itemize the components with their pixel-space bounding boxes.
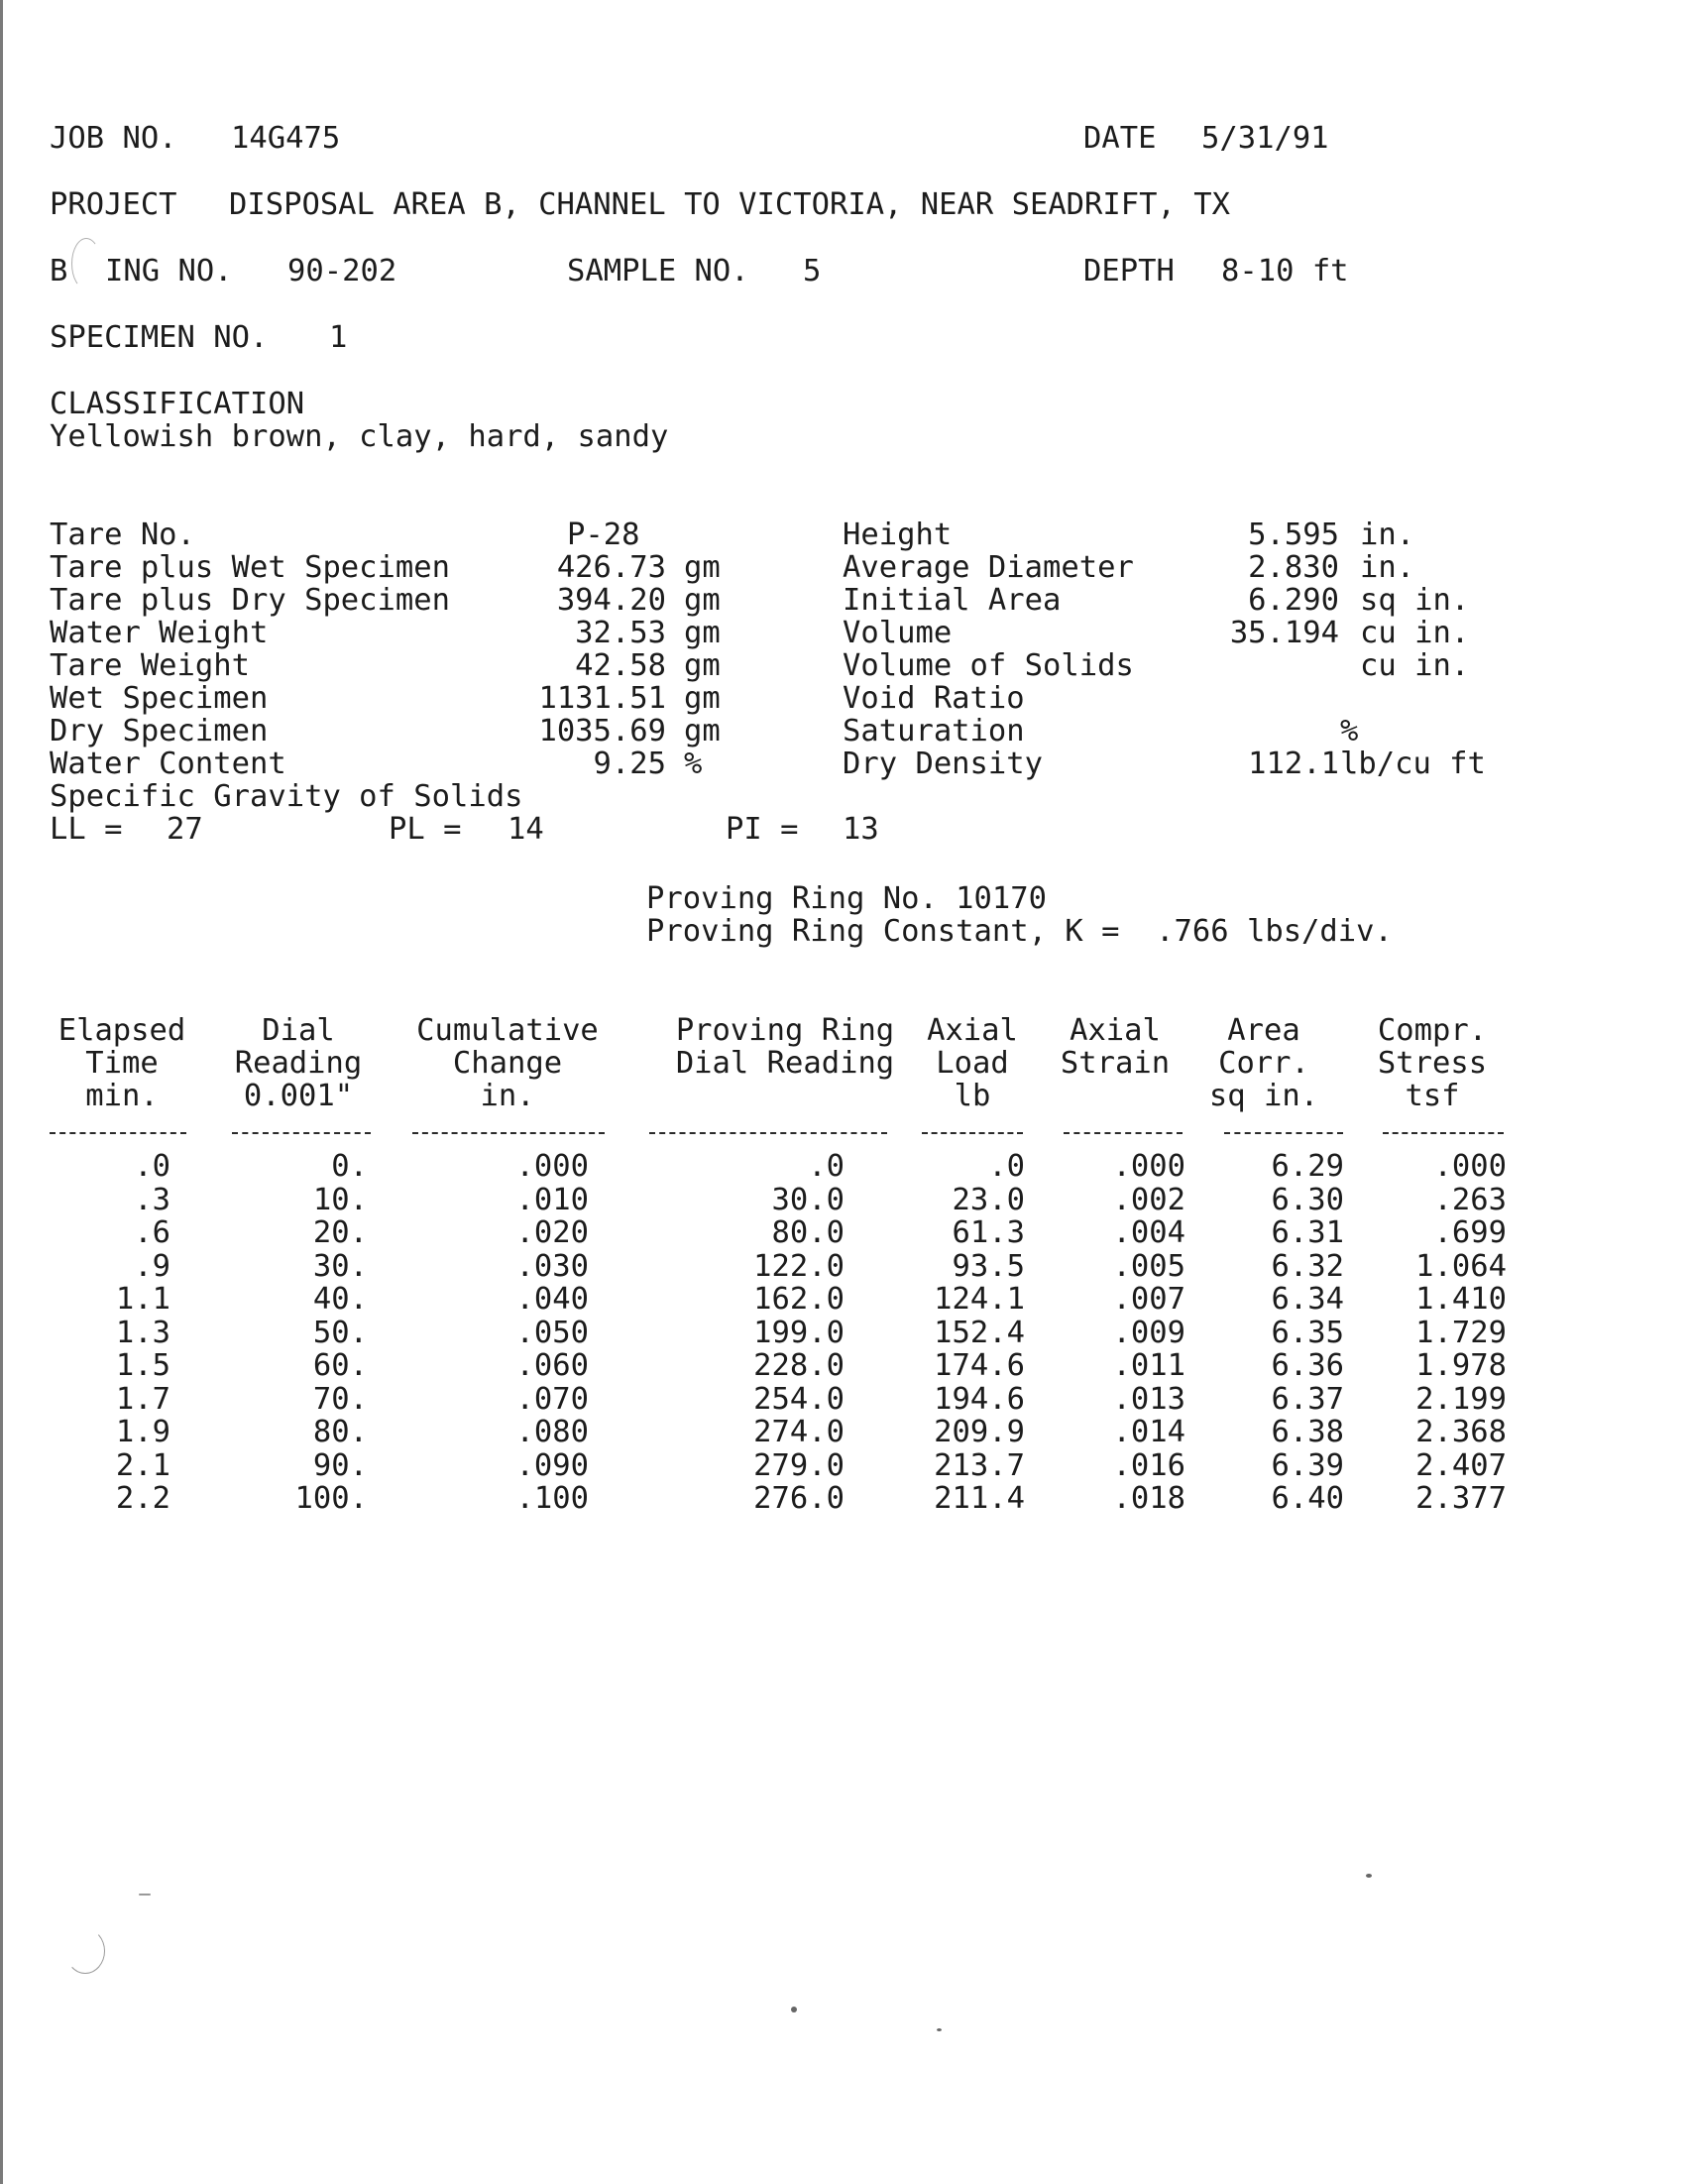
specimen-label: SPECIMEN NO. — [50, 320, 269, 355]
tare-wet-unit: gm — [684, 550, 721, 585]
header-underline — [50, 1132, 186, 1134]
project-label: PROJECT — [50, 187, 177, 222]
cell-axial-load: 174.6 — [934, 1348, 1025, 1383]
cell-proving-ring-dial-reading: 274.0 — [753, 1415, 845, 1449]
cell-proving-ring-dial-reading: 80.0 — [771, 1215, 845, 1250]
column-header-proving-ring-dial-reading: Dial Reading — [675, 1046, 895, 1081]
volume-solids-label: Volume of Solids — [843, 648, 1134, 683]
sample-label: SAMPLE NO. — [567, 254, 749, 288]
cell-axial-load: 124.1 — [934, 1282, 1025, 1317]
cell-dial-reading: 0. — [331, 1149, 368, 1184]
cell-elapsed-time: 1.5 — [115, 1348, 170, 1383]
cell-compr-stress: .699 — [1433, 1215, 1507, 1250]
initial-area-label: Initial Area — [843, 583, 1062, 618]
ll-value: 27 — [167, 812, 203, 847]
header-underline — [412, 1132, 605, 1134]
cell-axial-load: .0 — [988, 1149, 1025, 1184]
cell-axial-load: 23.0 — [952, 1182, 1025, 1217]
column-header-cumulative-change: in. — [480, 1079, 535, 1113]
tare-dry-label: Tare plus Dry Specimen — [50, 583, 450, 618]
saturation-unit: % — [1340, 714, 1359, 748]
cell-area-corr: 6.34 — [1271, 1282, 1344, 1317]
cell-axial-strain: .007 — [1112, 1282, 1185, 1317]
cell-cumulative-change: .020 — [515, 1215, 589, 1250]
column-header-axial-load: lb — [954, 1079, 991, 1113]
cell-proving-ring-dial-reading: 228.0 — [753, 1348, 845, 1383]
cell-axial-load: 194.6 — [934, 1381, 1025, 1417]
header-underline — [232, 1132, 371, 1134]
boring-label-start: B — [50, 254, 68, 288]
cell-elapsed-time: 1.3 — [115, 1315, 170, 1350]
pi-label: PI = — [726, 812, 799, 847]
cell-axial-load: 211.4 — [934, 1481, 1025, 1516]
volume-unit: cu in. — [1360, 616, 1470, 650]
column-header-area-corr: Corr. — [1218, 1046, 1309, 1081]
saturation-label: Saturation — [843, 714, 1025, 748]
ll-label: LL = — [50, 812, 123, 847]
header-underline — [1064, 1132, 1183, 1134]
column-header-area-corr: Area — [1227, 1013, 1300, 1048]
cell-elapsed-time: 1.9 — [115, 1415, 170, 1449]
tare-wet-label: Tare plus Wet Specimen — [50, 550, 450, 585]
cell-axial-strain: .011 — [1112, 1348, 1185, 1383]
pi-value: 13 — [843, 812, 879, 847]
initial-area-unit: sq in. — [1360, 583, 1470, 618]
date-value: 5/31/91 — [1201, 121, 1329, 156]
header-underline — [649, 1132, 887, 1134]
cell-cumulative-change: .030 — [515, 1248, 589, 1284]
specimen-number: 1 — [329, 320, 348, 355]
punch-hole-mark — [71, 238, 101, 289]
cell-compr-stress: 2.407 — [1415, 1447, 1507, 1483]
specific-gravity-label: Specific Gravity of Solids — [50, 779, 523, 814]
header-underline — [922, 1132, 1023, 1134]
cell-compr-stress: 1.064 — [1415, 1248, 1507, 1284]
cell-proving-ring-dial-reading: 162.0 — [753, 1282, 845, 1317]
water-content-label: Water Content — [50, 747, 286, 781]
tare-weight-unit: gm — [684, 648, 721, 683]
column-header-elapsed-time: min. — [85, 1079, 159, 1113]
height-value: 5.595 — [1248, 517, 1339, 552]
cell-elapsed-time: .0 — [134, 1149, 170, 1184]
cell-dial-reading: 30. — [312, 1248, 368, 1284]
cell-compr-stress: .263 — [1433, 1182, 1507, 1217]
cell-compr-stress: 1.978 — [1415, 1348, 1507, 1383]
cell-axial-strain: .016 — [1112, 1447, 1185, 1483]
boring-number: 90-202 — [287, 254, 397, 288]
column-header-compr-stress: Stress — [1377, 1046, 1488, 1081]
void-ratio-label: Void Ratio — [843, 681, 1025, 716]
tare-weight-label: Tare Weight — [50, 648, 250, 683]
cell-area-corr: 6.29 — [1271, 1149, 1344, 1184]
column-header-dial-reading: Dial — [262, 1013, 335, 1048]
cell-cumulative-change: .060 — [515, 1348, 589, 1383]
cell-axial-strain: .013 — [1112, 1381, 1185, 1417]
cell-axial-strain: .002 — [1112, 1182, 1185, 1217]
cell-dial-reading: 20. — [312, 1215, 368, 1250]
cell-area-corr: 6.37 — [1271, 1381, 1344, 1417]
classification-value: Yellowish brown, clay, hard, sandy — [50, 419, 669, 454]
cell-dial-reading: 40. — [312, 1282, 368, 1317]
tare-dry-value: 394.20 — [556, 583, 666, 618]
column-header-cumulative-change: Change — [452, 1046, 563, 1081]
cell-axial-strain: .005 — [1112, 1248, 1185, 1284]
depth-value: 8-10 ft — [1221, 254, 1349, 288]
dry-specimen-label: Dry Specimen — [50, 714, 269, 748]
avg-diameter-label: Average Diameter — [843, 550, 1134, 585]
cell-proving-ring-dial-reading: .0 — [808, 1149, 845, 1184]
column-header-cumulative-change: Cumulative — [416, 1013, 599, 1048]
scan-speck — [1366, 1874, 1372, 1878]
avg-diameter-value: 2.830 — [1248, 550, 1339, 585]
scan-speck — [937, 2028, 942, 2031]
column-header-dial-reading: Reading — [234, 1046, 363, 1081]
water-weight-label: Water Weight — [50, 616, 269, 650]
cell-axial-strain: .004 — [1112, 1215, 1185, 1250]
volume-value: 35.194 — [1229, 616, 1339, 650]
cell-axial-load: 213.7 — [934, 1447, 1025, 1483]
column-header-compr-stress: tsf — [1405, 1079, 1460, 1113]
cell-area-corr: 6.31 — [1271, 1215, 1344, 1250]
job-number: 14G475 — [231, 121, 341, 156]
column-header-elapsed-time: Time — [85, 1046, 159, 1081]
cell-dial-reading: 10. — [312, 1182, 368, 1217]
cell-axial-strain: .018 — [1112, 1481, 1185, 1516]
cell-axial-load: 209.9 — [934, 1415, 1025, 1449]
cell-proving-ring-dial-reading: 276.0 — [753, 1481, 845, 1516]
depth-label: DEPTH — [1083, 254, 1175, 288]
tare-wet-value: 426.73 — [556, 550, 666, 585]
cell-cumulative-change: .080 — [515, 1415, 589, 1449]
cell-axial-load: 61.3 — [952, 1215, 1025, 1250]
dry-density-unit: lb/cu ft — [1340, 747, 1486, 781]
proving-ring-constant: Proving Ring Constant, K = .766 lbs/div. — [646, 914, 1393, 949]
cell-axial-strain: .000 — [1112, 1149, 1185, 1184]
cell-area-corr: 6.35 — [1271, 1315, 1344, 1350]
column-header-compr-stress: Compr. — [1377, 1013, 1488, 1048]
cell-proving-ring-dial-reading: 254.0 — [753, 1381, 845, 1417]
boring-label-end: ING NO. — [105, 254, 233, 288]
water-weight-unit: gm — [684, 616, 721, 650]
cell-compr-stress: .000 — [1433, 1149, 1507, 1184]
cell-cumulative-change: .040 — [515, 1282, 589, 1317]
dry-specimen-value: 1035.69 — [538, 714, 666, 748]
water-content-value: 9.25 — [593, 747, 666, 781]
job-label: JOB NO. — [50, 121, 177, 156]
tare-no-label: Tare No. — [50, 517, 195, 552]
cell-cumulative-change: .090 — [515, 1447, 589, 1483]
tare-no-value: P-28 — [567, 517, 640, 552]
punch-hole-mark — [65, 1928, 105, 1974]
cell-cumulative-change: .000 — [515, 1149, 589, 1184]
height-label: Height — [843, 517, 953, 552]
cell-proving-ring-dial-reading: 122.0 — [753, 1248, 845, 1284]
cell-proving-ring-dial-reading: 30.0 — [771, 1182, 845, 1217]
cell-axial-strain: .014 — [1112, 1415, 1185, 1449]
header-underline — [1224, 1132, 1343, 1134]
dry-density-value: 112.1 — [1248, 747, 1339, 781]
cell-area-corr: 6.32 — [1271, 1248, 1344, 1284]
cell-elapsed-time: 1.1 — [115, 1282, 170, 1317]
project-value: DISPOSAL AREA B, CHANNEL TO VICTORIA, NEAR SEADRIFT, TX — [229, 187, 1230, 222]
cell-elapsed-time: 1.7 — [115, 1381, 170, 1417]
cell-area-corr: 6.39 — [1271, 1447, 1344, 1483]
column-header-area-corr: sq in. — [1208, 1079, 1319, 1113]
cell-compr-stress: 2.377 — [1415, 1481, 1507, 1516]
header-underline — [1383, 1132, 1504, 1134]
cell-dial-reading: 60. — [312, 1348, 368, 1383]
pl-value: 14 — [507, 812, 544, 847]
cell-area-corr: 6.40 — [1271, 1481, 1344, 1516]
dry-specimen-unit: gm — [684, 714, 721, 748]
tare-dry-unit: gm — [684, 583, 721, 618]
initial-area-value: 6.290 — [1248, 583, 1339, 618]
cell-dial-reading: 90. — [312, 1447, 368, 1483]
tare-weight-value: 42.58 — [575, 648, 666, 683]
cell-compr-stress: 2.199 — [1415, 1381, 1507, 1417]
sample-number: 5 — [803, 254, 822, 288]
cell-proving-ring-dial-reading: 279.0 — [753, 1447, 845, 1483]
wet-specimen-value: 1131.51 — [538, 681, 666, 716]
cell-cumulative-change: .070 — [515, 1381, 589, 1417]
cell-cumulative-change: .010 — [515, 1182, 589, 1217]
scan-speck — [139, 1894, 151, 1896]
height-unit: in. — [1360, 517, 1415, 552]
cell-dial-reading: 80. — [312, 1415, 368, 1449]
volume-label: Volume — [843, 616, 953, 650]
wet-specimen-unit: gm — [684, 681, 721, 716]
cell-axial-load: 93.5 — [952, 1248, 1025, 1284]
cell-area-corr: 6.38 — [1271, 1415, 1344, 1449]
volume-solids-unit: cu in. — [1360, 648, 1470, 683]
cell-cumulative-change: .100 — [515, 1481, 589, 1516]
water-weight-value: 32.53 — [575, 616, 666, 650]
proving-ring-number: Proving Ring No. 10170 — [646, 881, 1047, 916]
cell-area-corr: 6.36 — [1271, 1348, 1344, 1383]
cell-dial-reading: 70. — [312, 1381, 368, 1417]
classification-label: CLASSIFICATION — [50, 387, 305, 421]
wet-specimen-label: Wet Specimen — [50, 681, 269, 716]
cell-elapsed-time: 2.2 — [115, 1481, 170, 1516]
column-header-axial-load: Axial — [927, 1013, 1018, 1048]
cell-compr-stress: 1.410 — [1415, 1282, 1507, 1317]
cell-compr-stress: 1.729 — [1415, 1315, 1507, 1350]
column-header-axial-strain: Strain — [1060, 1046, 1171, 1081]
cell-compr-stress: 2.368 — [1415, 1415, 1507, 1449]
cell-area-corr: 6.30 — [1271, 1182, 1344, 1217]
pl-label: PL = — [389, 812, 462, 847]
cell-axial-strain: .009 — [1112, 1315, 1185, 1350]
cell-dial-reading: 50. — [312, 1315, 368, 1350]
date-label: DATE — [1083, 121, 1157, 156]
cell-elapsed-time: .9 — [134, 1248, 170, 1284]
cell-cumulative-change: .050 — [515, 1315, 589, 1350]
column-header-elapsed-time: Elapsed — [57, 1013, 186, 1048]
scan-speck — [791, 2007, 797, 2012]
column-header-axial-load: Load — [936, 1046, 1009, 1081]
column-header-axial-strain: Axial — [1070, 1013, 1161, 1048]
cell-elapsed-time: .3 — [134, 1182, 170, 1217]
column-header-proving-ring-dial-reading: Proving Ring — [675, 1013, 895, 1048]
cell-proving-ring-dial-reading: 199.0 — [753, 1315, 845, 1350]
water-content-unit: % — [684, 747, 703, 781]
dry-density-label: Dry Density — [843, 747, 1043, 781]
cell-elapsed-time: .6 — [134, 1215, 170, 1250]
cell-dial-reading: 100. — [294, 1481, 368, 1516]
cell-axial-load: 152.4 — [934, 1315, 1025, 1350]
cell-elapsed-time: 2.1 — [115, 1447, 170, 1483]
avg-diameter-unit: in. — [1360, 550, 1415, 585]
column-header-dial-reading: 0.001" — [243, 1079, 354, 1113]
